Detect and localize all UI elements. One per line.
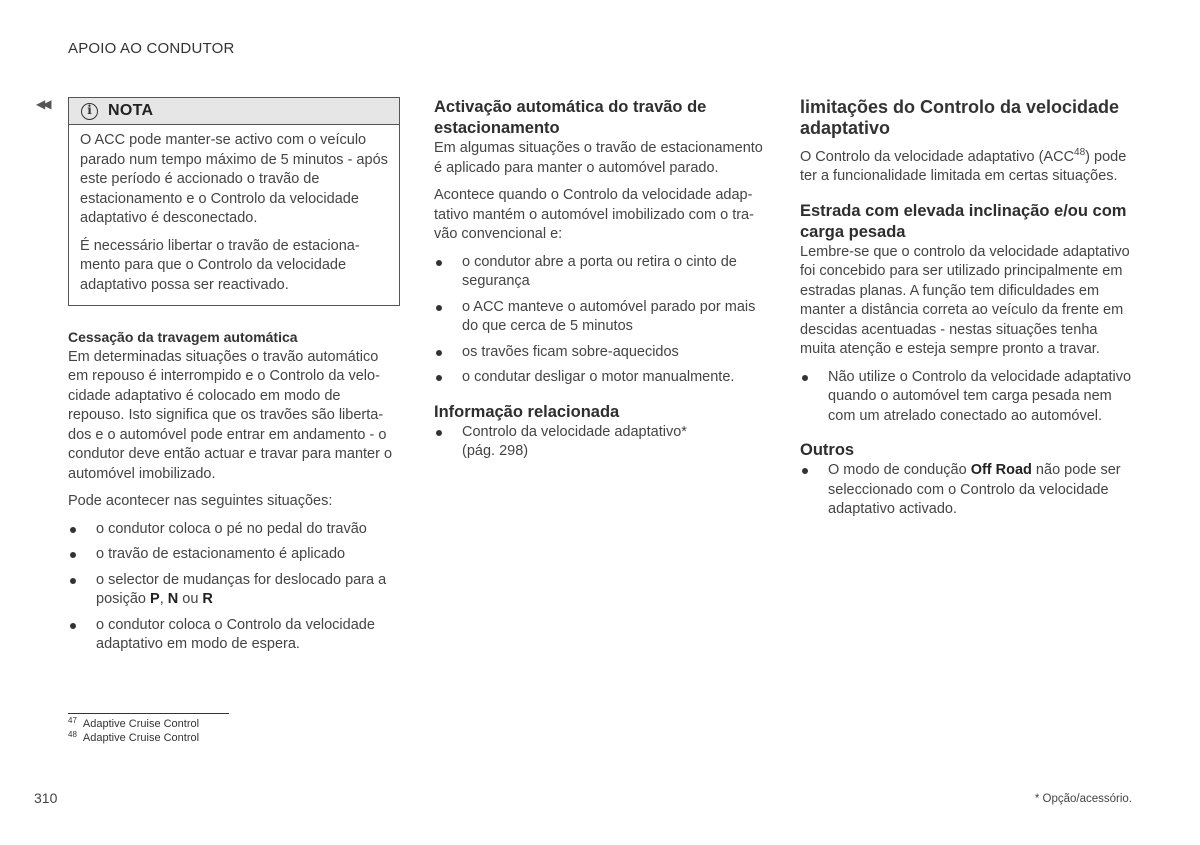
list-item: o condutor coloca o pé no pedal do travão bbox=[68, 520, 400, 540]
footnote-48 bbox=[68, 732, 199, 744]
related-info-title: Informação relacionada bbox=[434, 402, 620, 421]
paragraph-occurs-when: Acontece quando o Controlo da velocidade adaptativo mantém o automóvel imobilizado com o travão convencional e: bbox=[434, 187, 754, 242]
gear-p: P bbox=[150, 591, 160, 607]
footnote-ref: 48 bbox=[1074, 147, 1086, 158]
page-number: 310 bbox=[34, 790, 58, 806]
situations-list bbox=[68, 520, 400, 655]
note-paragraph-1: O ACC pode manter-se activo com o veículo parado num tempo máximo de 5 minutos - após este período é accionado o travão de estacionamento e o Controlo da velocidade adaptativo é desconectado. bbox=[80, 132, 388, 226]
off-road-mode: Off Road bbox=[970, 462, 1032, 479]
note-box bbox=[68, 97, 400, 306]
page-header: APOIO AO CONDUTOR bbox=[68, 40, 235, 57]
intro-text-end: ) pode ter a funcionalidade limitada em certas situações. bbox=[800, 148, 1127, 185]
list-item: o ACC manteve o automóvel parado por mais do que cerca de 5 minutos bbox=[434, 298, 769, 337]
footnote-text: Adaptive Cruise Control bbox=[82, 732, 200, 744]
list-item: o travão de estacionamento é aplicado bbox=[68, 545, 400, 565]
column-left bbox=[68, 97, 400, 663]
note-title: NOTA bbox=[108, 102, 154, 120]
incline-list bbox=[800, 368, 1135, 427]
list-item: os travões ficam sobre-aquecidos bbox=[434, 343, 769, 363]
footnote-number: 47 bbox=[68, 716, 77, 725]
info-icon: i bbox=[81, 103, 98, 120]
paragraph-parking-brake: Em algumas situações o travão de estacionamento é aplicado para manter o automóvel parado. bbox=[434, 140, 763, 176]
gear-n: N bbox=[167, 591, 179, 607]
note-body bbox=[69, 125, 399, 305]
double-left-arrow-icon: ◀◀ bbox=[36, 97, 49, 111]
paragraph-situations: Pode acontecer nas seguintes situações: bbox=[68, 493, 333, 509]
list-item-text: o selector de mudanças for deslocado para a posição bbox=[96, 571, 387, 607]
footnote-divider bbox=[68, 713, 229, 714]
related-link-text[interactable]: Controlo da velocidade adaptativo* bbox=[462, 423, 687, 440]
column-right bbox=[800, 97, 1135, 528]
list-item bbox=[68, 571, 400, 610]
subsection-title-incline: Estrada com elevada inclinação e/ou com carga pesada bbox=[800, 201, 1127, 241]
footnote-text: Adaptive Cruise Control bbox=[82, 718, 200, 730]
others-list bbox=[800, 461, 1135, 520]
list-item bbox=[800, 461, 1135, 520]
option-note: * Opção/acessório. bbox=[1034, 793, 1132, 805]
footnote-number: 48 bbox=[68, 730, 77, 739]
conditions-list bbox=[434, 253, 769, 388]
paragraph-limitations-intro bbox=[800, 143, 1135, 187]
note-paragraph-2: É necessário libertar o travão de estacionamento para que o Controlo da velocidade adaptativo possa ser reactivado. bbox=[80, 237, 360, 293]
gear-or: ou bbox=[178, 591, 203, 607]
paragraph-incline: Lembre-se que o controlo da velocidade adaptativo foi concebido para ser utilizado principalmente em estradas planas. A função tem dificuldades em manter a distância correta ao veículo da frente em descidas acentuadas - nestas situações tenha muita atenção e esteja sempre pronto a travar. bbox=[800, 243, 1130, 358]
list-item: o condutor abre a porta ou retira o cinto de segurança bbox=[434, 253, 769, 292]
note-header bbox=[69, 98, 399, 125]
list-item: Não utilize o Controlo da velocidade adaptativo quando o automóvel tem carga pesada nem com um atrelado conectado ao automóvel. bbox=[800, 368, 1135, 427]
paragraph-automatic-braking: Em determinadas situações o travão automático em repouso é interrompido e o Controlo da velocidade adaptativo é colocado em modo de repouso. Isto significa que os travões são libertados e o automóvel pode entrar em andamento - o condutor deve então actuar e travar para manter o automóvel imobilizado. bbox=[68, 348, 393, 482]
related-list bbox=[434, 423, 769, 462]
footnote-47 bbox=[68, 718, 199, 730]
list-item: o condutor coloca o Controlo da velocidade adaptativo em modo de espera. bbox=[68, 616, 400, 655]
list-item: o condutar desligar o motor manualmente. bbox=[434, 368, 769, 388]
section-title-automatic-braking: Cessação da travagem automática bbox=[68, 329, 298, 345]
gear-r: R bbox=[202, 591, 213, 607]
section-title-limitations: limitações do Controlo da velocidade adaptativo bbox=[800, 97, 1120, 138]
section-title-parking-brake: Activação automática do travão de estacionamento bbox=[434, 98, 707, 137]
subsection-title-others: Outros bbox=[800, 441, 855, 460]
others-text-end: não pode ser seleccionado com o Controlo da velocidade adaptativo activado. bbox=[828, 462, 1121, 518]
related-link-page[interactable]: (pág. 298) bbox=[462, 443, 529, 459]
intro-text: O Controlo da velocidade adaptativo (ACC bbox=[800, 148, 1075, 165]
related-link[interactable] bbox=[434, 423, 769, 462]
column-middle bbox=[434, 97, 769, 470]
others-text: O modo de condução bbox=[828, 462, 971, 479]
gear-separator: , bbox=[159, 591, 168, 607]
